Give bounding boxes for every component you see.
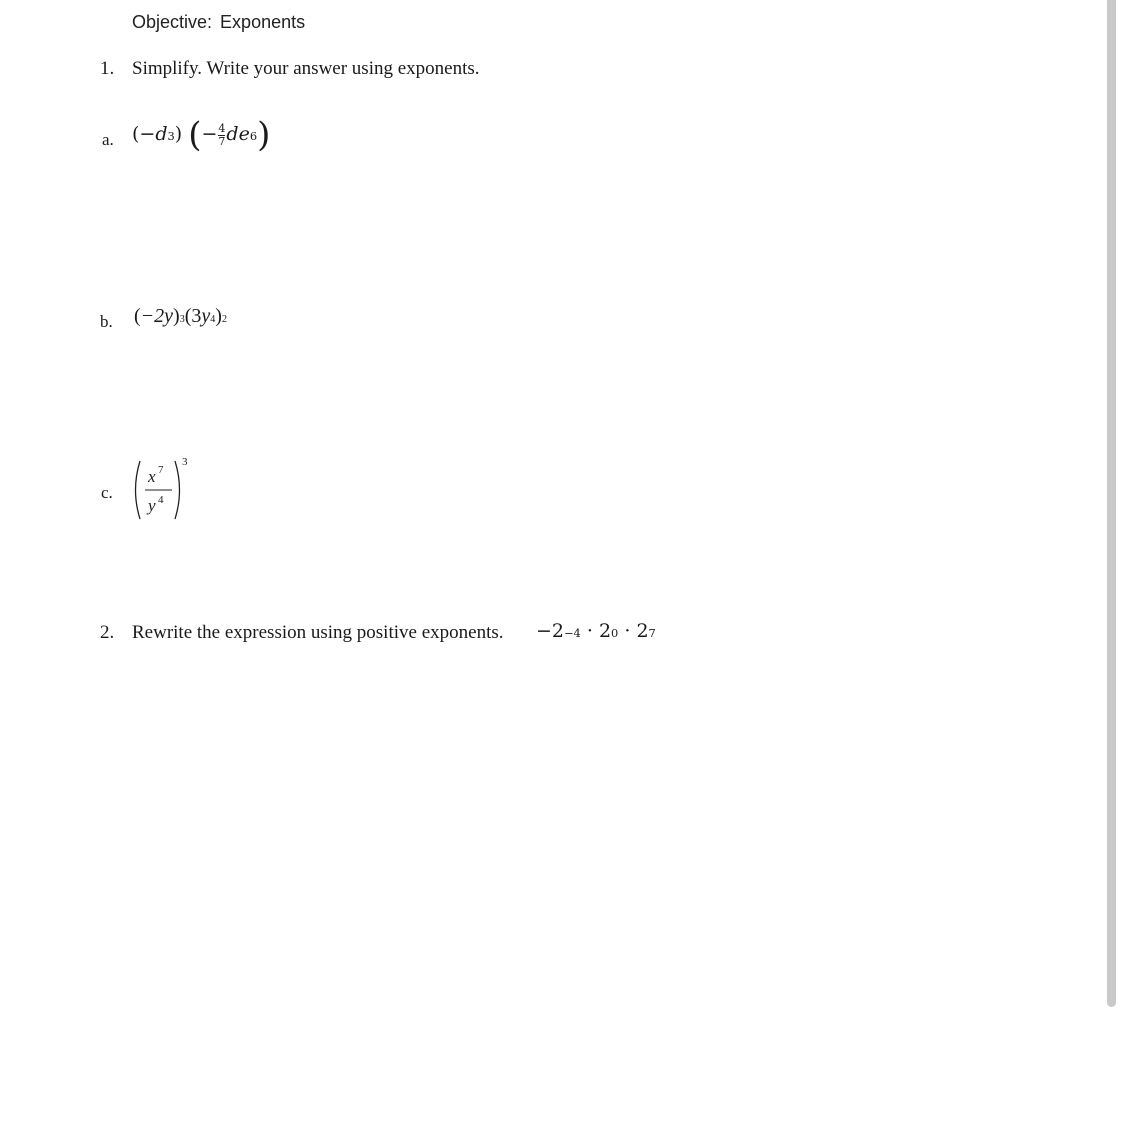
- vertical-scrollbar[interactable]: [1107, 0, 1116, 1007]
- part-a-exp2: 6: [249, 129, 258, 143]
- q2-exp2: 0: [611, 626, 619, 640]
- q2-exp1: −4: [564, 626, 581, 640]
- part-b-coef: 3: [191, 305, 202, 327]
- part-c-expression: [130, 455, 210, 525]
- part-a-var1: d: [155, 123, 168, 145]
- question-2-expression: [536, 620, 656, 642]
- part-c-right-paren: [175, 461, 180, 519]
- question-1-text: Simplify. Write your answer using exponents.: [132, 58, 480, 79]
- q2-base2: 2: [598, 620, 612, 642]
- part-b-exp1: 3: [179, 314, 185, 325]
- part-c-den-var: y: [148, 496, 156, 515]
- part-a-frac-den: 7: [218, 134, 226, 148]
- q2-base3: 2: [636, 620, 649, 642]
- q2-dot2: ·: [624, 620, 631, 642]
- part-b-exp2: 2: [221, 314, 227, 325]
- part-a-neg: −: [139, 123, 156, 145]
- q2-exp3: 7: [648, 626, 656, 640]
- part-c-num-exp: 7: [158, 464, 164, 476]
- part-c-outer-exp: 3: [182, 456, 188, 468]
- q2-base1: −2: [536, 620, 565, 642]
- part-a-fraction: [218, 123, 225, 147]
- part-a-expression: $(-d^3)$ (− $\frac{4}{7}$ $de^6$): [132, 115, 271, 155]
- objective-topic: Exponents: [220, 12, 306, 32]
- part-b-var: y: [201, 305, 211, 327]
- question-1-number: 1.: [100, 58, 115, 79]
- part-c-num-var: x: [148, 467, 156, 486]
- part-c-label: c.: [101, 483, 113, 502]
- objective-label: Objective:: [132, 12, 213, 32]
- part-b-var-exp: 4: [210, 314, 216, 325]
- q2-dot1: ·: [586, 620, 593, 642]
- part-b-expression: $(-2y)^3(3y^4)^2$: [134, 305, 227, 327]
- question-2-text: Rewrite the expression using positive exponents.: [132, 622, 504, 643]
- part-b-term1: −2y: [140, 305, 174, 327]
- part-a-neg2: −: [201, 123, 218, 145]
- objective-heading: [132, 12, 305, 33]
- part-a-frac-num: 4: [218, 121, 226, 135]
- question-2-number: 2.: [100, 622, 115, 643]
- part-a-exp1: 3: [167, 129, 175, 143]
- part-b-label: b.: [100, 312, 113, 331]
- part-a-label: a.: [102, 130, 114, 149]
- part-a-var2: de: [226, 123, 250, 145]
- part-c-den-exp: 4: [158, 494, 164, 506]
- part-c-left-paren: [136, 461, 141, 519]
